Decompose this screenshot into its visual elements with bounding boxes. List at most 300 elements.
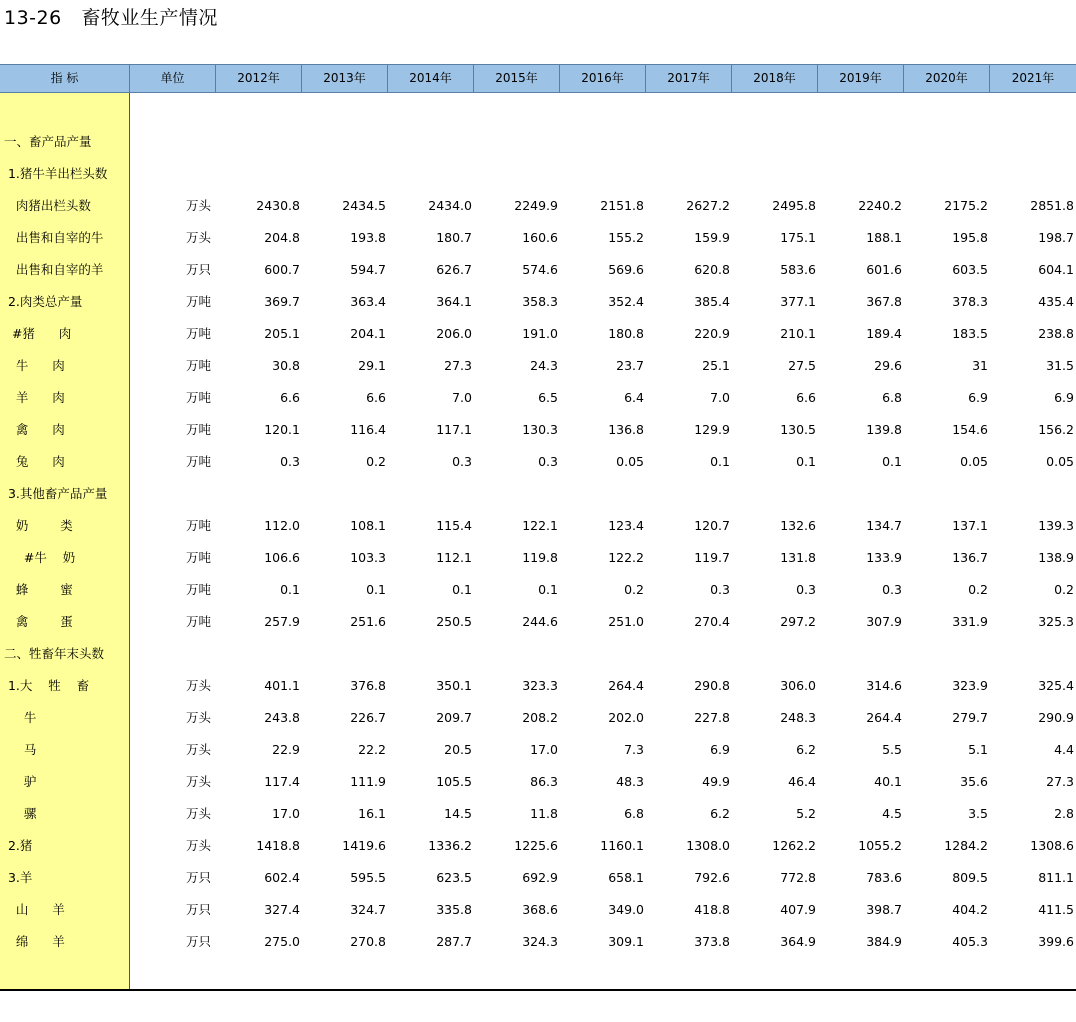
cell-value: 2434.0 — [428, 198, 472, 213]
row-unit: 万只 — [186, 934, 212, 949]
table-row — [0, 414, 1076, 446]
cell-value: 138.9 — [1038, 550, 1074, 565]
cell-value: 0.3 — [796, 582, 816, 597]
cell-value: 324.7 — [350, 902, 386, 917]
cell-value: 401.1 — [264, 678, 300, 693]
cell-value: 117.1 — [436, 422, 472, 437]
row-label: 奶 类 — [4, 518, 73, 533]
cell-value: 367.8 — [866, 294, 902, 309]
table-header — [0, 64, 1076, 93]
cell-value: 297.2 — [780, 614, 816, 629]
row-label: 山 羊 — [4, 902, 65, 917]
row-unit: 万吨 — [186, 518, 212, 533]
cell-value: 602.4 — [264, 870, 300, 885]
cell-value: 139.3 — [1038, 518, 1074, 533]
cell-value: 275.0 — [264, 934, 300, 949]
row-label: 1.大 牲 畜 — [4, 678, 90, 693]
cell-value: 290.9 — [1038, 710, 1074, 725]
cell-value: 180.8 — [608, 326, 644, 341]
table-row — [0, 862, 1076, 894]
cell-value: 658.1 — [608, 870, 644, 885]
cell-value: 220.9 — [694, 326, 730, 341]
cell-value: 290.8 — [694, 678, 730, 693]
cell-value: 325.3 — [1038, 614, 1074, 629]
row-unit: 万头 — [186, 198, 212, 213]
cell-value: 250.5 — [436, 614, 472, 629]
cell-value: 5.2 — [796, 806, 816, 821]
cell-value: 0.3 — [452, 454, 472, 469]
row-label: #猪 肉 — [4, 326, 72, 341]
cell-value: 251.6 — [350, 614, 386, 629]
cell-value: 0.2 — [1054, 582, 1074, 597]
cell-value: 0.2 — [624, 582, 644, 597]
row-unit: 万吨 — [186, 358, 212, 373]
cell-value: 692.9 — [522, 870, 558, 885]
cell-value: 363.4 — [350, 294, 386, 309]
row-unit: 万吨 — [186, 326, 212, 341]
row-label: 牛 — [4, 710, 37, 725]
cell-value: 583.6 — [780, 262, 816, 277]
row-unit: 万头 — [186, 710, 212, 725]
cell-value: 783.6 — [866, 870, 902, 885]
cell-value: 4.5 — [882, 806, 902, 821]
cell-value: 210.1 — [780, 326, 816, 341]
row-unit: 万只 — [186, 262, 212, 277]
cell-value: 2240.2 — [858, 198, 902, 213]
cell-value: 384.9 — [866, 934, 902, 949]
cell-value: 377.1 — [780, 294, 816, 309]
row-unit: 万头 — [186, 838, 212, 853]
cell-value: 6.4 — [624, 390, 644, 405]
cell-value: 122.2 — [608, 550, 644, 565]
cell-value: 331.9 — [952, 614, 988, 629]
row-unit: 万只 — [186, 902, 212, 917]
cell-value: 364.9 — [780, 934, 816, 949]
cell-value: 227.8 — [694, 710, 730, 725]
row-label: 蜂 蜜 — [4, 582, 73, 597]
cell-value: 188.1 — [866, 230, 902, 245]
cell-value: 106.6 — [264, 550, 300, 565]
cell-value: 183.5 — [952, 326, 988, 341]
table-row — [0, 158, 1076, 190]
header-year: 2020年 — [904, 65, 990, 92]
cell-value: 7.0 — [710, 390, 730, 405]
cell-value: 418.8 — [694, 902, 730, 917]
row-label: 绵 羊 — [4, 934, 65, 949]
cell-value: 7.3 — [624, 742, 644, 757]
row-label: 兔 肉 — [4, 454, 65, 469]
cell-value: 0.1 — [366, 582, 386, 597]
cell-value: 193.8 — [350, 230, 386, 245]
cell-value: 204.8 — [264, 230, 300, 245]
cell-value: 29.1 — [358, 358, 386, 373]
row-unit: 万头 — [186, 230, 212, 245]
cell-value: 327.4 — [264, 902, 300, 917]
cell-value: 139.8 — [866, 422, 902, 437]
cell-value: 6.5 — [538, 390, 558, 405]
row-unit: 万吨 — [186, 294, 212, 309]
row-unit: 万吨 — [186, 582, 212, 597]
cell-value: 1419.6 — [342, 838, 386, 853]
cell-value: 243.8 — [264, 710, 300, 725]
cell-value: 117.4 — [264, 774, 300, 789]
cell-value: 16.1 — [358, 806, 386, 821]
cell-value: 2495.8 — [772, 198, 816, 213]
row-label: 羊 肉 — [4, 390, 65, 405]
cell-value: 136.7 — [952, 550, 988, 565]
cell-value: 1225.6 — [514, 838, 558, 853]
cell-value: 287.7 — [436, 934, 472, 949]
cell-value: 2175.2 — [944, 198, 988, 213]
cell-value: 601.6 — [866, 262, 902, 277]
cell-value: 626.7 — [436, 262, 472, 277]
cell-value: 132.6 — [780, 518, 816, 533]
table-row — [0, 190, 1076, 222]
cell-value: 6.2 — [796, 742, 816, 757]
cell-value: 23.7 — [616, 358, 644, 373]
cell-value: 46.4 — [788, 774, 816, 789]
cell-value: 368.6 — [522, 902, 558, 917]
cell-value: 385.4 — [694, 294, 730, 309]
cell-value: 0.1 — [452, 582, 472, 597]
cell-value: 195.8 — [952, 230, 988, 245]
row-label: 二、牲畜年末头数 — [4, 646, 105, 661]
table-row — [0, 574, 1076, 606]
row-label: 2.猪 — [4, 838, 33, 853]
cell-value: 206.0 — [436, 326, 472, 341]
cell-value: 6.9 — [1054, 390, 1074, 405]
table-row — [0, 830, 1076, 862]
cell-value: 435.4 — [1038, 294, 1074, 309]
cell-value: 129.9 — [694, 422, 730, 437]
row-label: 牛 肉 — [4, 358, 65, 373]
header-year: 2019年 — [818, 65, 904, 92]
cell-value: 620.8 — [694, 262, 730, 277]
row-label: 马 — [4, 742, 37, 757]
cell-value: 154.6 — [952, 422, 988, 437]
row-unit: 万头 — [186, 806, 212, 821]
cell-value: 324.3 — [522, 934, 558, 949]
cell-value: 22.2 — [358, 742, 386, 757]
cell-value: 130.5 — [780, 422, 816, 437]
cell-value: 792.6 — [694, 870, 730, 885]
table-row — [0, 382, 1076, 414]
row-label: 禽 肉 — [4, 422, 65, 437]
cell-value: 369.7 — [264, 294, 300, 309]
cell-value: 7.0 — [452, 390, 472, 405]
cell-value: 119.7 — [694, 550, 730, 565]
cell-value: 0.3 — [710, 582, 730, 597]
cell-value: 604.1 — [1038, 262, 1074, 277]
cell-value: 376.8 — [350, 678, 386, 693]
cell-value: 238.8 — [1038, 326, 1074, 341]
cell-value: 569.6 — [608, 262, 644, 277]
cell-value: 17.0 — [272, 806, 300, 821]
cell-value: 156.2 — [1038, 422, 1074, 437]
cell-value: 2430.8 — [256, 198, 300, 213]
cell-value: 0.3 — [538, 454, 558, 469]
cell-value: 1160.1 — [600, 838, 644, 853]
cell-value: 399.6 — [1038, 934, 1074, 949]
row-label: 2.肉类总产量 — [4, 294, 83, 309]
cell-value: 378.3 — [952, 294, 988, 309]
cell-value: 133.9 — [866, 550, 902, 565]
cell-value: 574.6 — [522, 262, 558, 277]
cell-value: 270.4 — [694, 614, 730, 629]
table-row — [0, 894, 1076, 926]
cell-value: 111.9 — [350, 774, 386, 789]
cell-value: 209.7 — [436, 710, 472, 725]
cell-value: 595.5 — [350, 870, 386, 885]
cell-value: 40.1 — [874, 774, 902, 789]
cell-value: 0.3 — [882, 582, 902, 597]
row-label: 骡 — [4, 806, 37, 821]
row-label: 1.猪牛羊出栏头数 — [4, 166, 108, 181]
row-unit: 万吨 — [186, 390, 212, 405]
cell-value: 122.1 — [522, 518, 558, 533]
cell-value: 160.6 — [522, 230, 558, 245]
row-unit: 万吨 — [186, 550, 212, 565]
table-bottom-border — [0, 989, 1076, 991]
table-row — [0, 254, 1076, 286]
cell-value: 1308.6 — [1030, 838, 1074, 853]
cell-value: 112.1 — [436, 550, 472, 565]
table-row — [0, 318, 1076, 350]
cell-value: 350.1 — [436, 678, 472, 693]
table-row — [0, 510, 1076, 542]
cell-value: 398.7 — [866, 902, 902, 917]
cell-value: 0.1 — [710, 454, 730, 469]
row-unit: 万头 — [186, 742, 212, 757]
row-unit — [186, 158, 226, 190]
cell-value: 6.6 — [366, 390, 386, 405]
cell-value: 2249.9 — [514, 198, 558, 213]
cell-value: 404.2 — [952, 902, 988, 917]
cell-value: 120.1 — [264, 422, 300, 437]
row-unit: 万吨 — [186, 614, 212, 629]
row-label: #牛 奶 — [4, 550, 76, 565]
cell-value: 251.0 — [608, 614, 644, 629]
cell-value: 1262.2 — [772, 838, 816, 853]
cell-value: 1308.0 — [686, 838, 730, 853]
cell-value: 314.6 — [866, 678, 902, 693]
row-unit: 万头 — [186, 678, 212, 693]
cell-value: 594.7 — [350, 262, 386, 277]
cell-value: 0.1 — [882, 454, 902, 469]
cell-value: 264.4 — [608, 678, 644, 693]
cell-value: 335.8 — [436, 902, 472, 917]
cell-value: 202.0 — [608, 710, 644, 725]
cell-value: 159.9 — [694, 230, 730, 245]
cell-value: 2434.5 — [342, 198, 386, 213]
row-label: 出售和自宰的牛 — [4, 230, 104, 245]
cell-value: 6.9 — [968, 390, 988, 405]
row-unit: 万头 — [186, 774, 212, 789]
cell-value: 0.05 — [616, 454, 644, 469]
table-row — [0, 638, 1076, 670]
header-year: 2015年 — [474, 65, 560, 92]
cell-value: 352.4 — [608, 294, 644, 309]
cell-value: 3.5 — [968, 806, 988, 821]
header-indicator: 指 标 — [0, 65, 130, 92]
cell-value: 119.8 — [522, 550, 558, 565]
row-label: 3.其他畜产品产量 — [4, 486, 108, 501]
cell-value: 325.4 — [1038, 678, 1074, 693]
cell-value: 208.2 — [522, 710, 558, 725]
row-unit — [186, 638, 226, 670]
row-label: 3.羊 — [4, 870, 33, 885]
cell-value: 0.1 — [538, 582, 558, 597]
cell-value: 809.5 — [952, 870, 988, 885]
cell-value: 2851.8 — [1030, 198, 1074, 213]
header-year: 2012年 — [216, 65, 302, 92]
cell-value: 48.3 — [616, 774, 644, 789]
cell-value: 191.0 — [522, 326, 558, 341]
cell-value: 405.3 — [952, 934, 988, 949]
cell-value: 31.5 — [1046, 358, 1074, 373]
table-row — [0, 670, 1076, 702]
cell-value: 27.5 — [788, 358, 816, 373]
cell-value: 108.1 — [350, 518, 386, 533]
cell-value: 116.4 — [350, 422, 386, 437]
row-unit: 万吨 — [186, 454, 212, 469]
cell-value: 1284.2 — [944, 838, 988, 853]
table-row — [0, 478, 1076, 510]
table-row — [0, 222, 1076, 254]
cell-value: 244.6 — [522, 614, 558, 629]
cell-value: 5.1 — [968, 742, 988, 757]
table-row — [0, 766, 1076, 798]
cell-value: 0.05 — [1046, 454, 1074, 469]
cell-value: 6.6 — [796, 390, 816, 405]
cell-value: 115.4 — [436, 518, 472, 533]
cell-value: 17.0 — [530, 742, 558, 757]
cell-value: 30.8 — [272, 358, 300, 373]
table-row — [0, 542, 1076, 574]
cell-value: 204.1 — [350, 326, 386, 341]
row-label: 肉猪出栏头数 — [4, 198, 91, 213]
table-row — [0, 702, 1076, 734]
cell-value: 31 — [972, 358, 988, 373]
cell-value: 323.9 — [952, 678, 988, 693]
cell-value: 1336.2 — [428, 838, 472, 853]
cell-value: 123.4 — [608, 518, 644, 533]
cell-value: 623.5 — [436, 870, 472, 885]
cell-value: 136.8 — [608, 422, 644, 437]
cell-value: 189.4 — [866, 326, 902, 341]
cell-value: 86.3 — [530, 774, 558, 789]
cell-value: 364.1 — [436, 294, 472, 309]
cell-value: 411.5 — [1038, 902, 1074, 917]
table-row — [0, 734, 1076, 766]
cell-value: 6.9 — [710, 742, 730, 757]
cell-value: 27.3 — [444, 358, 472, 373]
cell-value: 5.5 — [882, 742, 902, 757]
cell-value: 35.6 — [960, 774, 988, 789]
table-row — [0, 798, 1076, 830]
header-year: 2016年 — [560, 65, 646, 92]
cell-value: 2.8 — [1054, 806, 1074, 821]
cell-value: 1055.2 — [858, 838, 902, 853]
cell-value: 6.8 — [882, 390, 902, 405]
cell-value: 373.8 — [694, 934, 730, 949]
cell-value: 6.2 — [710, 806, 730, 821]
cell-value: 105.5 — [436, 774, 472, 789]
cell-value: 257.9 — [264, 614, 300, 629]
cell-value: 20.5 — [444, 742, 472, 757]
table-row — [0, 446, 1076, 478]
cell-value: 0.1 — [280, 582, 300, 597]
table-row — [0, 926, 1076, 958]
cell-value: 306.0 — [780, 678, 816, 693]
table-row — [0, 286, 1076, 318]
cell-value: 407.9 — [780, 902, 816, 917]
cell-value: 264.4 — [866, 710, 902, 725]
cell-value: 349.0 — [608, 902, 644, 917]
cell-value: 358.3 — [522, 294, 558, 309]
row-unit — [186, 126, 226, 158]
row-unit: 万只 — [186, 870, 212, 885]
cell-value: 27.3 — [1046, 774, 1074, 789]
cell-value: 134.7 — [866, 518, 902, 533]
cell-value: 309.1 — [608, 934, 644, 949]
cell-value: 137.1 — [952, 518, 988, 533]
cell-value: 14.5 — [444, 806, 472, 821]
table-row — [0, 126, 1076, 158]
cell-value: 155.2 — [608, 230, 644, 245]
cell-value: 22.9 — [272, 742, 300, 757]
cell-value: 811.1 — [1038, 870, 1074, 885]
row-label: 驴 — [4, 774, 37, 789]
header-year: 2021年 — [1011, 71, 1055, 85]
cell-value: 175.1 — [780, 230, 816, 245]
header-year: 2018年 — [732, 65, 818, 92]
cell-value: 6.6 — [280, 390, 300, 405]
header-unit: 单位 — [130, 65, 216, 92]
page-title: 13-26 畜牧业生产情况 — [4, 7, 218, 29]
cell-value: 130.3 — [522, 422, 558, 437]
cell-value: 131.8 — [780, 550, 816, 565]
header-year: 2017年 — [646, 65, 732, 92]
cell-value: 4.4 — [1054, 742, 1074, 757]
cell-value: 279.7 — [952, 710, 988, 725]
header-year: 2013年 — [302, 65, 388, 92]
cell-value: 323.3 — [522, 678, 558, 693]
row-label: 出售和自宰的羊 — [4, 262, 104, 277]
row-label: 禽 蛋 — [4, 614, 73, 629]
cell-value: 49.9 — [702, 774, 730, 789]
cell-value: 600.7 — [264, 262, 300, 277]
cell-value: 29.6 — [874, 358, 902, 373]
cell-value: 0.2 — [968, 582, 988, 597]
table-row — [0, 350, 1076, 382]
cell-value: 0.1 — [796, 454, 816, 469]
cell-value: 0.2 — [366, 454, 386, 469]
cell-value: 772.8 — [780, 870, 816, 885]
cell-value: 0.05 — [960, 454, 988, 469]
cell-value: 11.8 — [530, 806, 558, 821]
table-row — [0, 606, 1076, 638]
cell-value: 603.5 — [952, 262, 988, 277]
cell-value: 2627.2 — [686, 198, 730, 213]
cell-value: 307.9 — [866, 614, 902, 629]
row-unit: 万吨 — [186, 422, 212, 437]
row-unit — [186, 478, 226, 510]
cell-value: 198.7 — [1038, 230, 1074, 245]
cell-value: 0.3 — [280, 454, 300, 469]
cell-value: 248.3 — [780, 710, 816, 725]
cell-value: 103.3 — [350, 550, 386, 565]
